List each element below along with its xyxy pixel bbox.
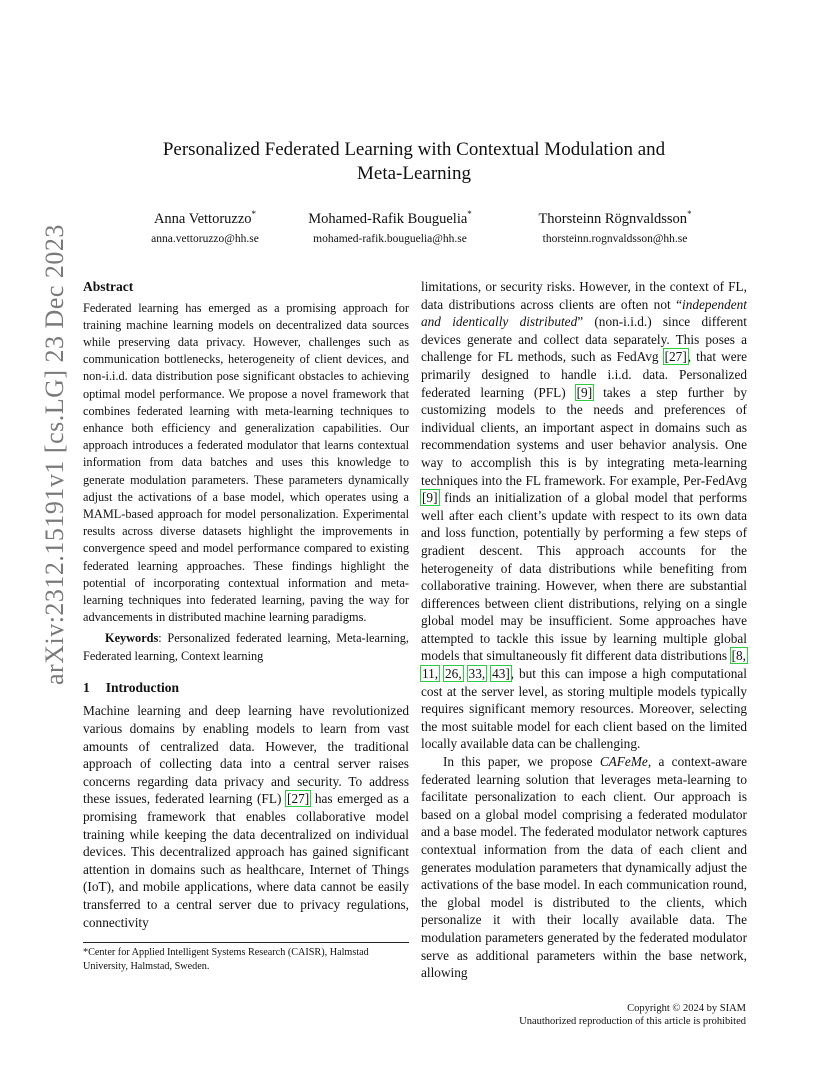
keywords-label: Keywords xyxy=(105,631,159,646)
affiliation-mark: * xyxy=(467,209,472,219)
text-run: ” (non-i.i.d.) since different devices generate and collect data separately. This poses a challenge for FL methods, such as FedAvg xyxy=(421,314,747,365)
intro-paragraph-1-cont xyxy=(421,278,747,753)
copyright-line: Copyright © 2024 by SIAM xyxy=(627,1003,746,1014)
section-heading xyxy=(83,679,409,697)
citation-link[interactable]: 33, xyxy=(468,666,486,682)
copyright-footer xyxy=(519,1002,746,1028)
arxiv-stamp xyxy=(10,224,70,685)
text-run: has emerged as a promising framework that enables collaborative model training while keeping the data decentralized on individual devices. This decentralized approach has gained significant attention in domains such as healthcare, Internet of Things (IoT), and mobile applications, where data cannot be easily transferred to a central server due to privacy regulations, connectivity xyxy=(83,791,409,930)
arxiv-stamp-text: arXiv:2312.15191v1 [cs.LG] 23 Dec 2023 xyxy=(40,224,69,685)
affiliation-mark: * xyxy=(251,209,257,219)
section-number: 1 xyxy=(83,679,90,695)
text-run: , a context-aware federated learning solution that leverages meta-learning to facilitate personalization to each client. Our approach is based on a global model comprising a federated modulator and a base model. The federated modulator network captures contextual information from the data of each client and generates modulation parameters that dynamically adjust the activations of the base model. In each communication round, the global model is distributed to the clients, which personalize it with their locally available data. The modulation parameters generated by the federated modulator serve as additional parameters within the base network, allowing xyxy=(421,754,747,981)
citation-link[interactable]: [8, xyxy=(731,648,746,664)
text-run: takes a step further by customizing models to the needs and preferences of individual clients, an important aspect in domains such as recommendation systems and user behavior analysis. One way to accomplish this is by integrating meta-learning techniques into the FL framework. For example, Per-FedAvg xyxy=(421,384,747,488)
left-column xyxy=(83,278,409,931)
title-line-1: Personalized Federated Learning with Contextual Modulation and xyxy=(162,139,666,160)
footnote: *Center for Applied Intelligent Systems Research (CAISR), Halmstad University, Halmstad, Sweden. xyxy=(83,942,409,974)
intro-paragraph-1 xyxy=(83,702,409,931)
author-1 xyxy=(120,205,290,247)
citation-link[interactable]: 11, xyxy=(422,666,439,682)
author-email: thorsteinn.rognvaldsson@hh.se xyxy=(542,232,688,245)
abstract-heading: Abstract xyxy=(83,279,134,294)
text-run: finds an initialization of a global model that performs well after each client’s update with respect to its own data and loss function, potentially by performing a few steps of gradient descent. This approach accounts for the heterogeneity of data distributions while benefiting from collaborative training. However, when there are substantial differences between client distributions, relying on a single global model may be insufficient. Some approaches have attempted to tackle this issue by learning multiple global models that simultaneously fit different data distributions xyxy=(421,490,747,664)
affiliation-mark: * xyxy=(687,209,692,219)
italic-run: independent and identically distributed xyxy=(421,296,747,330)
author-email: anna.vettoruzzo@hh.se xyxy=(151,232,259,245)
text-run: , that were primarily designed to handle i.i.d. data. Personalized federated learning (PFL) xyxy=(421,349,747,400)
author-name: Mohamed-Rafik Bouguelia xyxy=(308,210,468,227)
citation-link[interactable]: 26, xyxy=(445,666,462,682)
reproduction-notice: Unauthorized reproduction of this article is prohibited xyxy=(519,1016,746,1027)
author-name: Thorsteinn Rögnvaldsson xyxy=(538,210,688,227)
citation-link[interactable]: 43] xyxy=(492,666,510,682)
citation-link[interactable]: [27] xyxy=(287,791,310,807)
author-3 xyxy=(505,205,725,247)
citation-link[interactable]: [9] xyxy=(576,384,593,400)
right-column xyxy=(421,278,747,982)
citation-link[interactable]: [27] xyxy=(664,349,687,365)
paper-title xyxy=(100,138,728,186)
text-run: limitations, or security risks. However, in the context of FL, data distributions across clients are often not “ xyxy=(421,279,747,312)
text-run: , but this can impose a high computational cost at the server level, as storing multiple models typically requires significant memory resources. Moreover, selecting the most suitable model for each client based on the limited locally available data can be challenging. xyxy=(421,666,747,752)
text-run: Machine learning and deep learning have revolutionized various domains by enabling models to learn from vast amounts of centralized data. However, the traditional approach of collecting data into a central server raises concerns regarding data privacy and security. To address these issues, federated learning (FL) xyxy=(83,703,409,807)
citation-link[interactable]: [9] xyxy=(422,490,438,506)
author-2 xyxy=(290,205,490,247)
section-title: Introduction xyxy=(105,679,180,695)
intro-paragraph-2 xyxy=(421,753,747,982)
author-email: mohamed-rafik.bouguelia@hh.se xyxy=(313,232,467,245)
title-line-2: Meta-Learning xyxy=(357,163,471,184)
keywords-text: : Personalized federated learning, Meta-learning, Federated learning, Context learning xyxy=(83,631,409,663)
abstract-text: Federated learning has emerged as a promising approach for training machine learning models on decentralized data sources while preserving data privacy. However, challenges such as communication bottlenecks, heterogeneity of client devices, and non-i.i.d. data distribution pose significant obstacles to achieving optimal model performance. We propose a novel framework that combines federated learning with meta-learning techniques to enhance both efficiency and generalization capabilities. Our approach introduces a federated modulator that learns contextual information from data batches and uses this knowledge to generate modulation parameters. These parameters dynamically adjust the activations of a base model, which operates using a MAML-based approach for model personalization. Experimental results across diverse datasets highlight the improvements in convergence speed and model performance compared to existing federated learning approaches. These findings highlight the potential of incorporating contextual information and meta-learning techniques into federated learning, paving the way for advancements in distributed machine learning paradigms. xyxy=(83,300,409,625)
author-name: Anna Vettoruzzo xyxy=(153,210,252,227)
text-run: In this paper, we propose xyxy=(443,754,600,770)
keywords xyxy=(83,630,409,664)
method-name: CAFeMe xyxy=(599,754,648,770)
